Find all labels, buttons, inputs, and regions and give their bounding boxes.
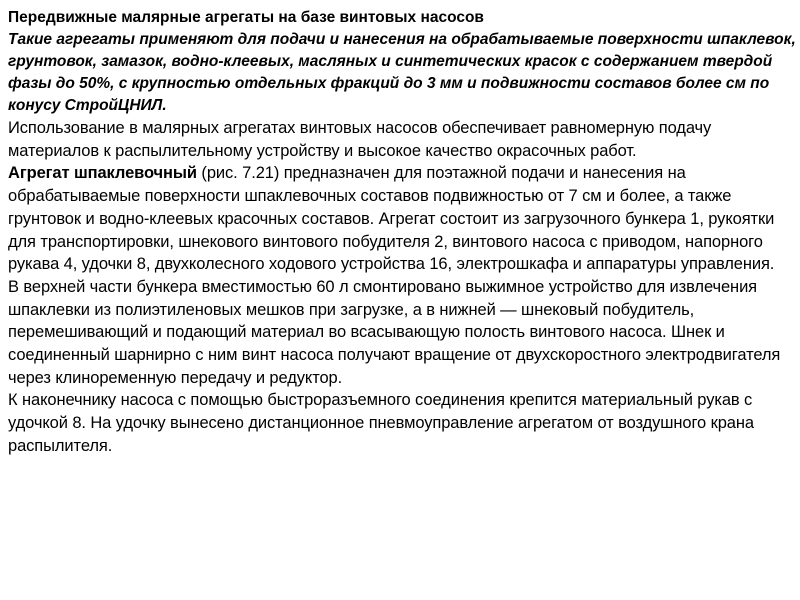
paragraph-hopper bbox=[8, 276, 796, 390]
document-page bbox=[8, 7, 796, 458]
paragraph-putty-unit bbox=[8, 162, 796, 276]
paragraph-text: (рис. 7.21) предназначен для поэтажной подачи и нанесения на обрабатываемые поверхности шпаклевочных составов подвижностью от 7 см и более, а также грунтовок и водно-клеевых красочных составов. Агрегат состоит из загрузочного бункера 1, рукоятки для транспортировки, шнекового винтового побудителя 2, винтового насоса с приводом, напорного рукава 4, удочки 8, двухколесного ходового устройства 16, электрошкафа и аппаратуры управления. bbox=[8, 164, 775, 274]
paragraph-term: Агрегат шпаклевочный bbox=[8, 164, 197, 183]
paragraph-nozzle bbox=[8, 389, 796, 457]
paragraph-pumps-usage bbox=[8, 117, 796, 162]
document-heading: Передвижные малярные агрегаты на базе винтовых насосов bbox=[8, 9, 484, 26]
paragraph-text: К наконечнику насоса с помощью быстроразъемного соединения крепится материальный рукав с удочкой 8. На удочку вынесено дистанционное пневмоуправление агрегатом от воздушного крана распылителя. bbox=[8, 391, 754, 455]
lead-paragraph: Такие агрегаты применяют для подачи и нанесения на обрабатываемые поверхности шпаклевок, грунтовок, замазок, водно-клеевых, масляных и синтетических красок с содержанием твердой фазы до 50%, с крупностью отдельных фракций до 3 мм и подвижности составов более см по конусу СтройЦНИЛ. bbox=[8, 31, 796, 114]
paragraph-text: Использование в малярных агрегатах винтовых насосов обеспечивает равномерную подачу материалов к распылительному устройству и высокое качество окрасочных работ. bbox=[8, 119, 712, 160]
paragraph-text: В верхней части бункера вместимостью 60 л смонтировано выжимное устройство для извлечения шпаклевки из полиэтиленовых мешков при загрузке, а в нижней — шнековый побудитель, перемешивающий и подающий материал во всасывающую полость винтового насоса. Шнек и соединенный шарнирно с ним винт насоса получают вращение от двухскоростного электродвигателя через клиноременную передачу и редуктор. bbox=[8, 277, 781, 387]
